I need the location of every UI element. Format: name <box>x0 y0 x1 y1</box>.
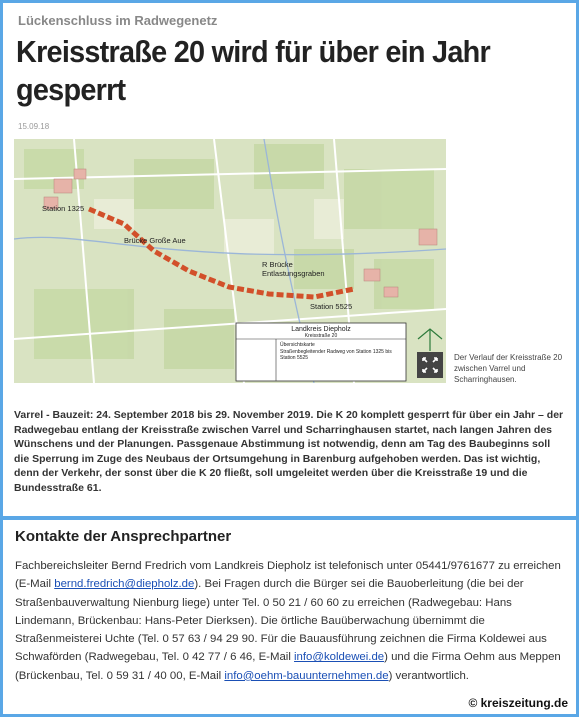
email-link-koldewei[interactable]: info@koldewei.de <box>294 651 385 664</box>
contacts-text-1: Fachbereichsleiter Bernd Fredrich vom Landkreis Diepholz ist telefonisch unter 05441/9761677 zu erreichen (E-Mail <box>15 560 561 591</box>
article-headline: Kreisstraße 20 wird für über ein Jahr gesperrt <box>16 34 490 107</box>
contacts-text-2: ). Bei Fragen durch die Bürger sei die Bauoberleitung (die bei der Straßenbauverwaltung Nienburg liege) unter Tel. 0 50 21 / 60 60 zu erreichen (Radwegebau: Hans Lindemann, Brückenbau: Hans-Peter Dierksen). Die örtliche Bauüberwachung übernimmt die Straßenmeisterei Uchte (Tel. 0 57 63 / 94 29 90. Für die Bauausführung zeichnen die Firma Koldewei aus Schwaförden (Radwegebau, Tel. 0 42 77 / 6 46, E-Mail <box>15 578 547 664</box>
expand-button[interactable] <box>417 352 443 378</box>
contacts-text-4: ) verantwortlich. <box>388 669 469 682</box>
map-legend-line1: Übersichtskarte <box>280 342 315 348</box>
map-legend-subtitle: Kreisstraße 20 <box>304 333 338 339</box>
map-legend-line2: Straßenbegleitender Radweg von Station 1325 bis <box>280 349 392 355</box>
article-kicker: Lückenschluss im Radwegenetz <box>18 13 218 28</box>
map-label-end: Station 5525 <box>310 302 353 311</box>
map-label-bridge2-line2: Entlastungsgraben <box>262 269 325 278</box>
email-link-oehm[interactable]: info@oehm-bauunternehmen.de <box>224 669 389 682</box>
map-legend-title: Landkreis Diepholz <box>291 326 351 333</box>
contacts-heading: Kontakte der Ansprechpartner <box>15 528 232 545</box>
article-lead: Varrel - Bauzeit: 24. September 2018 bis 29. November 2019. Die K 20 komplett gesperrt für über ein Jahr – der Radwegebau entlang der Kreisstraße zwischen Varrel und Scharringhausen startet, nach langen Jahren des Wünschens und der Planungen. Passgenaue Abstimmung ist notwendig, denn am Tag des Baubeginns soll die Sperrung im Zuge des Neubaus der Ortsumgehung in Barenburg aufgehoben werden. Das ist wichtig, denn der Verkehr, der sonst über die K 20 fließt, soll umgeleitet werden über die Kreisstraße 19 und die Bundesstraße 61. <box>14 409 564 494</box>
route-map[interactable] <box>14 139 446 383</box>
article-time: 15.09.18 <box>18 122 50 131</box>
map-label-bridge2: R Brücke <box>262 260 293 269</box>
map-label-start: Station 1325 <box>42 204 85 213</box>
copyright-notice: © kreiszeitung.de <box>465 695 571 711</box>
route-map-graphic <box>14 139 446 383</box>
email-link-fredrich[interactable]: bernd.fredrich@diepholz.de <box>54 578 195 591</box>
contacts-text-3: ) und die Firma Oehm aus Meppen (Brückenbau, Tel. 0 59 31 / 40 00, E-Mail <box>15 651 561 682</box>
contacts-box <box>3 520 576 714</box>
map-label-bridge1: Brücke Große Aue <box>124 236 186 245</box>
map-caption: Der Verlauf der Kreisstraße 20 zwischen Varrel und Scharringhausen. <box>454 353 563 384</box>
map-legend-line3: Station 5525 <box>280 355 309 361</box>
contacts-body <box>15 557 571 685</box>
